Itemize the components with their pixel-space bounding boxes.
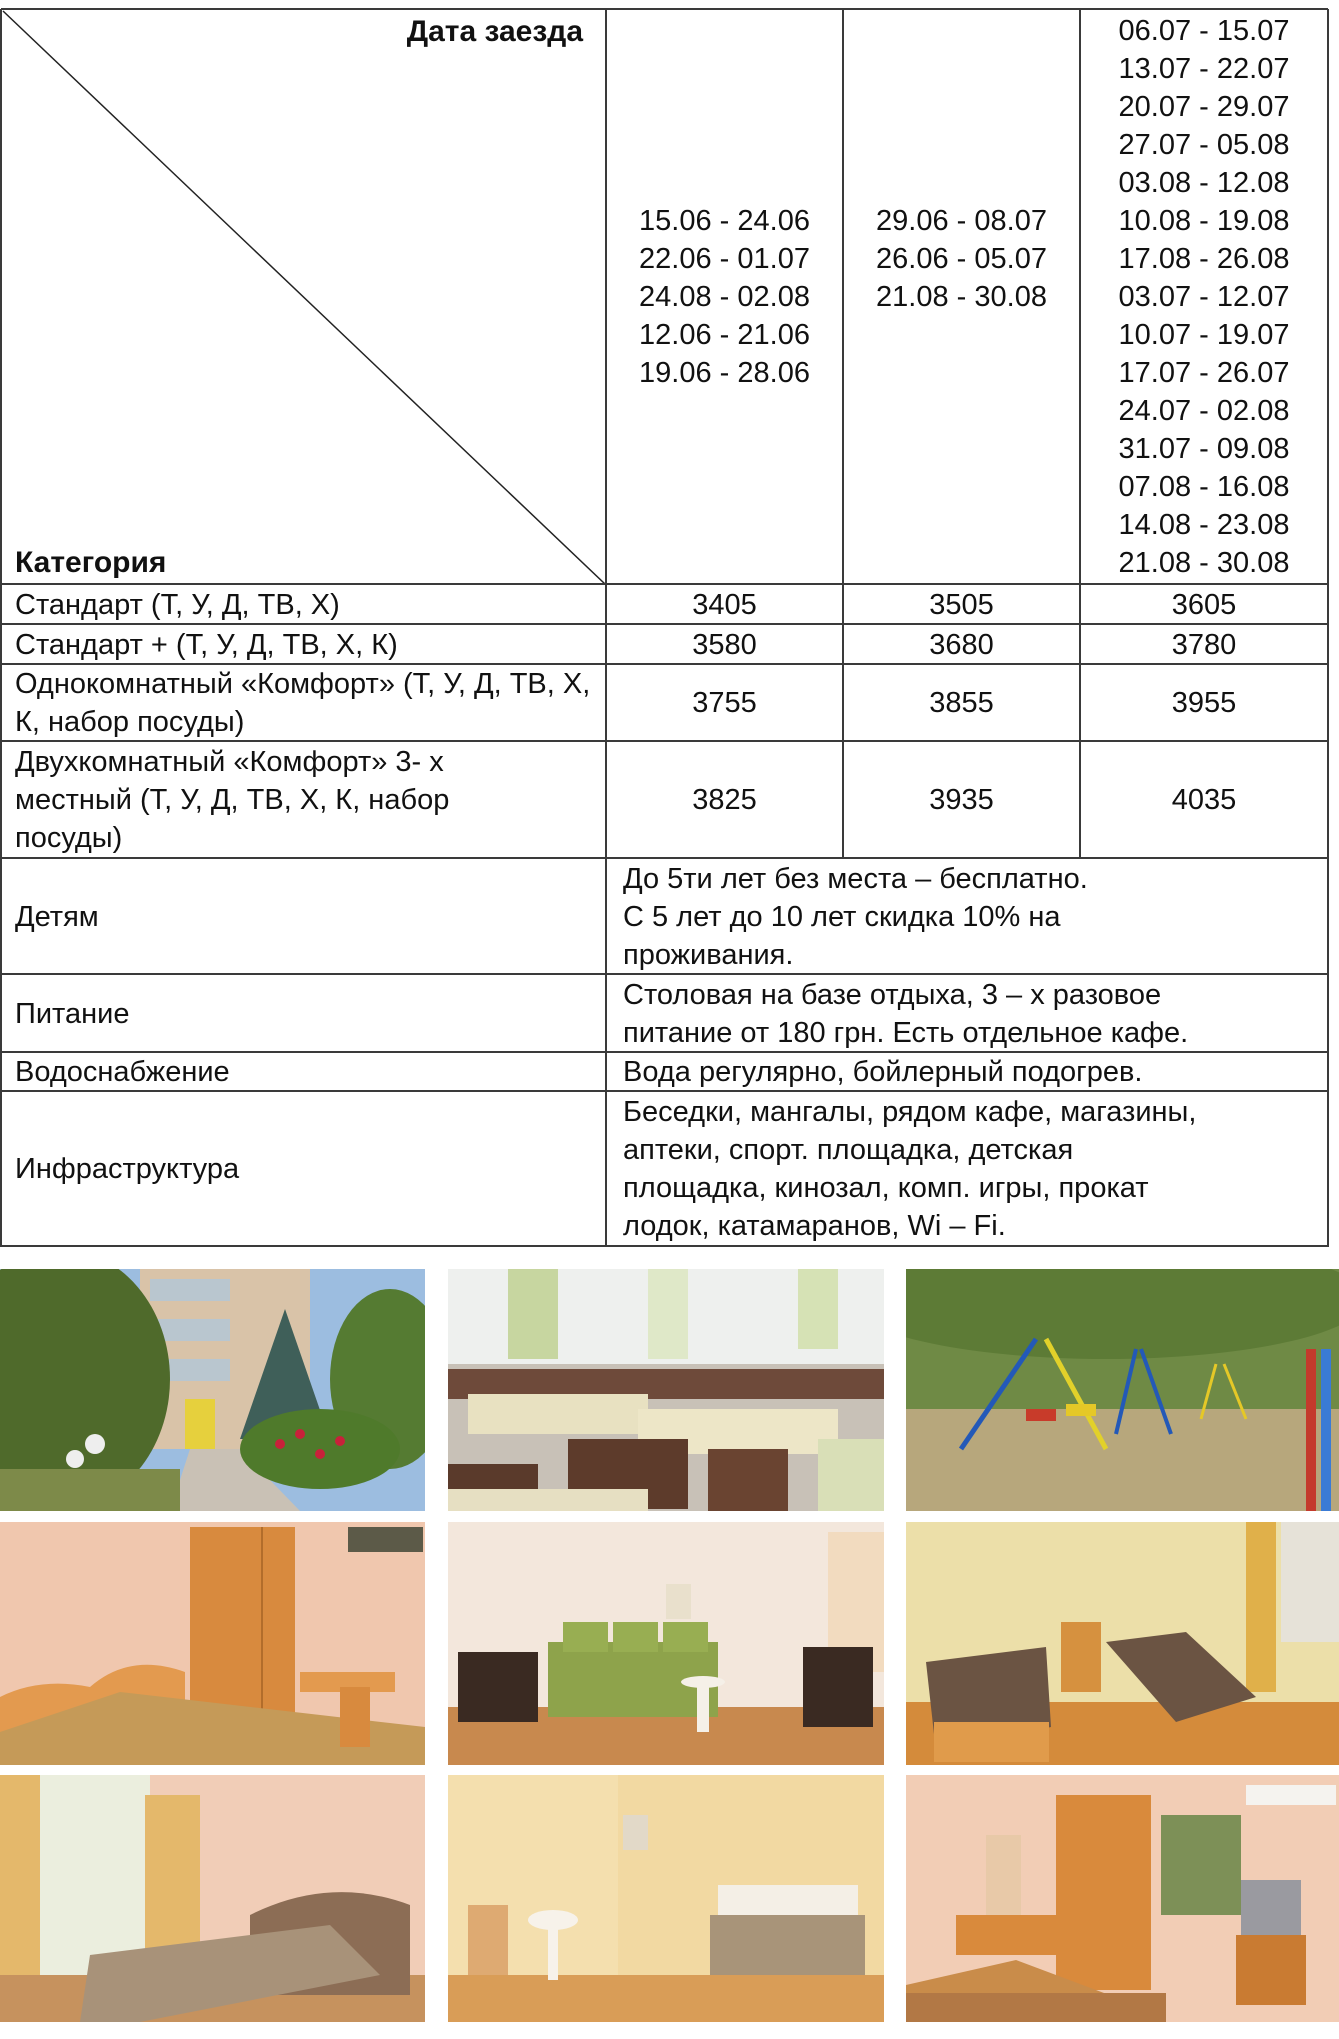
photo-twin-beds [906, 1522, 1339, 1765]
arrival-date-range: 03.08 - 12.08 [1118, 167, 1290, 199]
arrival-date-range: 20.07 - 29.07 [1118, 91, 1290, 123]
arrival-date-range: 24.08 - 02.08 [639, 281, 810, 313]
info-text-line: Столовая на базе отдыха, 3 – х разовое [623, 978, 1162, 1011]
arrival-date-range: 15.06 - 24.06 [639, 205, 810, 237]
info-text-line: Вода регулярно, бойлерный подогрев. [623, 1056, 1143, 1088]
table-border [1, 8, 1328, 10]
price-table [1, 9, 1328, 1247]
category-name: Стандарт + (Т, У, Д, ТВ, Х, К) [15, 628, 398, 661]
info-text-line: проживания. [623, 938, 794, 971]
price-cell: 3955 [1171, 687, 1237, 719]
category-name: Двухкомнатный «Комфорт» 3- х местный (Т, У, Д, ТВ, Х, К, набор посуды) [15, 746, 450, 854]
table-border [1327, 9, 1329, 1247]
price-cell: 3755 [692, 687, 757, 719]
photo-building-exterior [0, 1269, 425, 1511]
row-divider [1, 1090, 1328, 1092]
date-column-1 [607, 9, 842, 584]
category-heading: Категория [15, 546, 167, 579]
arrival-date-range: 24.07 - 02.08 [1118, 395, 1290, 427]
arrival-date-range: 26.06 - 05.07 [876, 243, 1047, 275]
info-text-line: Беседки, мангалы, рядом кафе, магазины, [623, 1096, 1197, 1128]
column-divider [842, 9, 844, 858]
info-text [607, 1092, 1327, 1246]
info-label: Водоснабжение [15, 1056, 230, 1088]
price-cell: 3825 [692, 784, 757, 816]
info-text [607, 859, 1327, 974]
info-label: Инфраструктура [15, 1153, 240, 1185]
diagonal-divider [1, 9, 605, 584]
photo-bedroom-curtains [0, 1775, 425, 2022]
arrival-date-range: 07.08 - 16.08 [1118, 471, 1290, 503]
arrival-date-range: 22.06 - 01.07 [639, 243, 810, 275]
photo-bedroom-wardrobe [0, 1522, 425, 1765]
arrival-date-range: 14.08 - 23.08 [1118, 509, 1290, 541]
row-divider [1, 740, 1328, 742]
price-cell: 3780 [1171, 628, 1237, 661]
photo-playground [906, 1269, 1339, 1511]
photo-room-tv [906, 1775, 1339, 2022]
info-text-line: аптеки, спорт. площадка, детская [623, 1134, 1074, 1166]
column-divider [1079, 9, 1081, 858]
info-label: Питание [15, 997, 130, 1030]
arrival-date-range: 12.06 - 21.06 [639, 319, 810, 351]
table-border [0, 9, 2, 1247]
info-text-line: площадка, кинозал, комп. игры, прокат [623, 1172, 1149, 1204]
category-name: Однокомнатный «Комфорт» (Т, У, Д, ТВ, Х, К, набор посуды) [15, 668, 591, 738]
row-divider [1, 1051, 1328, 1053]
arrival-date-range: 21.08 - 30.08 [876, 281, 1047, 313]
arrival-date-range: 06.07 - 15.07 [1118, 15, 1290, 47]
price-cell: 3405 [692, 588, 757, 621]
arrival-date-range: 10.08 - 19.08 [1118, 205, 1290, 237]
arrival-date-range: 21.08 - 30.08 [1118, 547, 1290, 579]
arrival-date-range: 31.07 - 09.08 [1118, 433, 1290, 465]
row-divider [1, 973, 1328, 975]
arrival-date-range: 27.07 - 05.08 [1118, 129, 1290, 161]
arrival-date-range: 03.07 - 12.07 [1118, 281, 1290, 313]
info-text-line: лодок, катамаранов, Wi – Fi. [623, 1210, 1006, 1242]
info-text [607, 975, 1327, 1052]
photo-dining-hall [448, 1269, 884, 1511]
arrival-date-range: 13.07 - 22.07 [1118, 53, 1290, 85]
table-border [1, 1245, 1328, 1247]
arrival-date-heading: Дата заезда [406, 15, 583, 48]
price-cell: 3505 [929, 588, 994, 621]
price-cell: 3605 [1171, 588, 1237, 621]
row-divider [1, 583, 1328, 585]
row-divider [1, 623, 1328, 625]
date-column-2 [844, 9, 1079, 584]
column-divider [605, 9, 607, 1247]
info-text-line: С 5 лет до 10 лет скидка 10% на [623, 900, 1061, 933]
arrival-date-range: 10.07 - 19.07 [1118, 319, 1290, 351]
date-column-3 [1081, 9, 1327, 584]
price-cell: 3855 [929, 687, 994, 719]
photo-bedroom-yellow [448, 1775, 884, 2022]
arrival-date-range: 29.06 - 08.07 [876, 205, 1047, 237]
price-cell: 3680 [929, 628, 994, 661]
photo-living-room-sofa [448, 1522, 884, 1765]
info-text-line: До 5ти лет без места – бесплатно. [623, 862, 1088, 895]
info-label: Детям [15, 900, 99, 933]
arrival-date-range: 17.08 - 26.08 [1118, 243, 1290, 275]
price-cell: 3580 [692, 628, 757, 661]
arrival-date-range: 17.07 - 26.07 [1118, 357, 1290, 389]
price-cell: 3935 [929, 784, 994, 816]
category-name: Стандарт (Т, У, Д, ТВ, Х) [15, 588, 340, 621]
row-divider [1, 663, 1328, 665]
info-text-line: питание от 180 грн. Есть отдельное кафе. [623, 1016, 1189, 1049]
corner-cell [1, 9, 605, 584]
price-cell: 4035 [1171, 784, 1237, 816]
arrival-date-range: 19.06 - 28.06 [639, 357, 810, 389]
info-text [607, 1053, 1327, 1091]
row-divider [1, 857, 1328, 859]
